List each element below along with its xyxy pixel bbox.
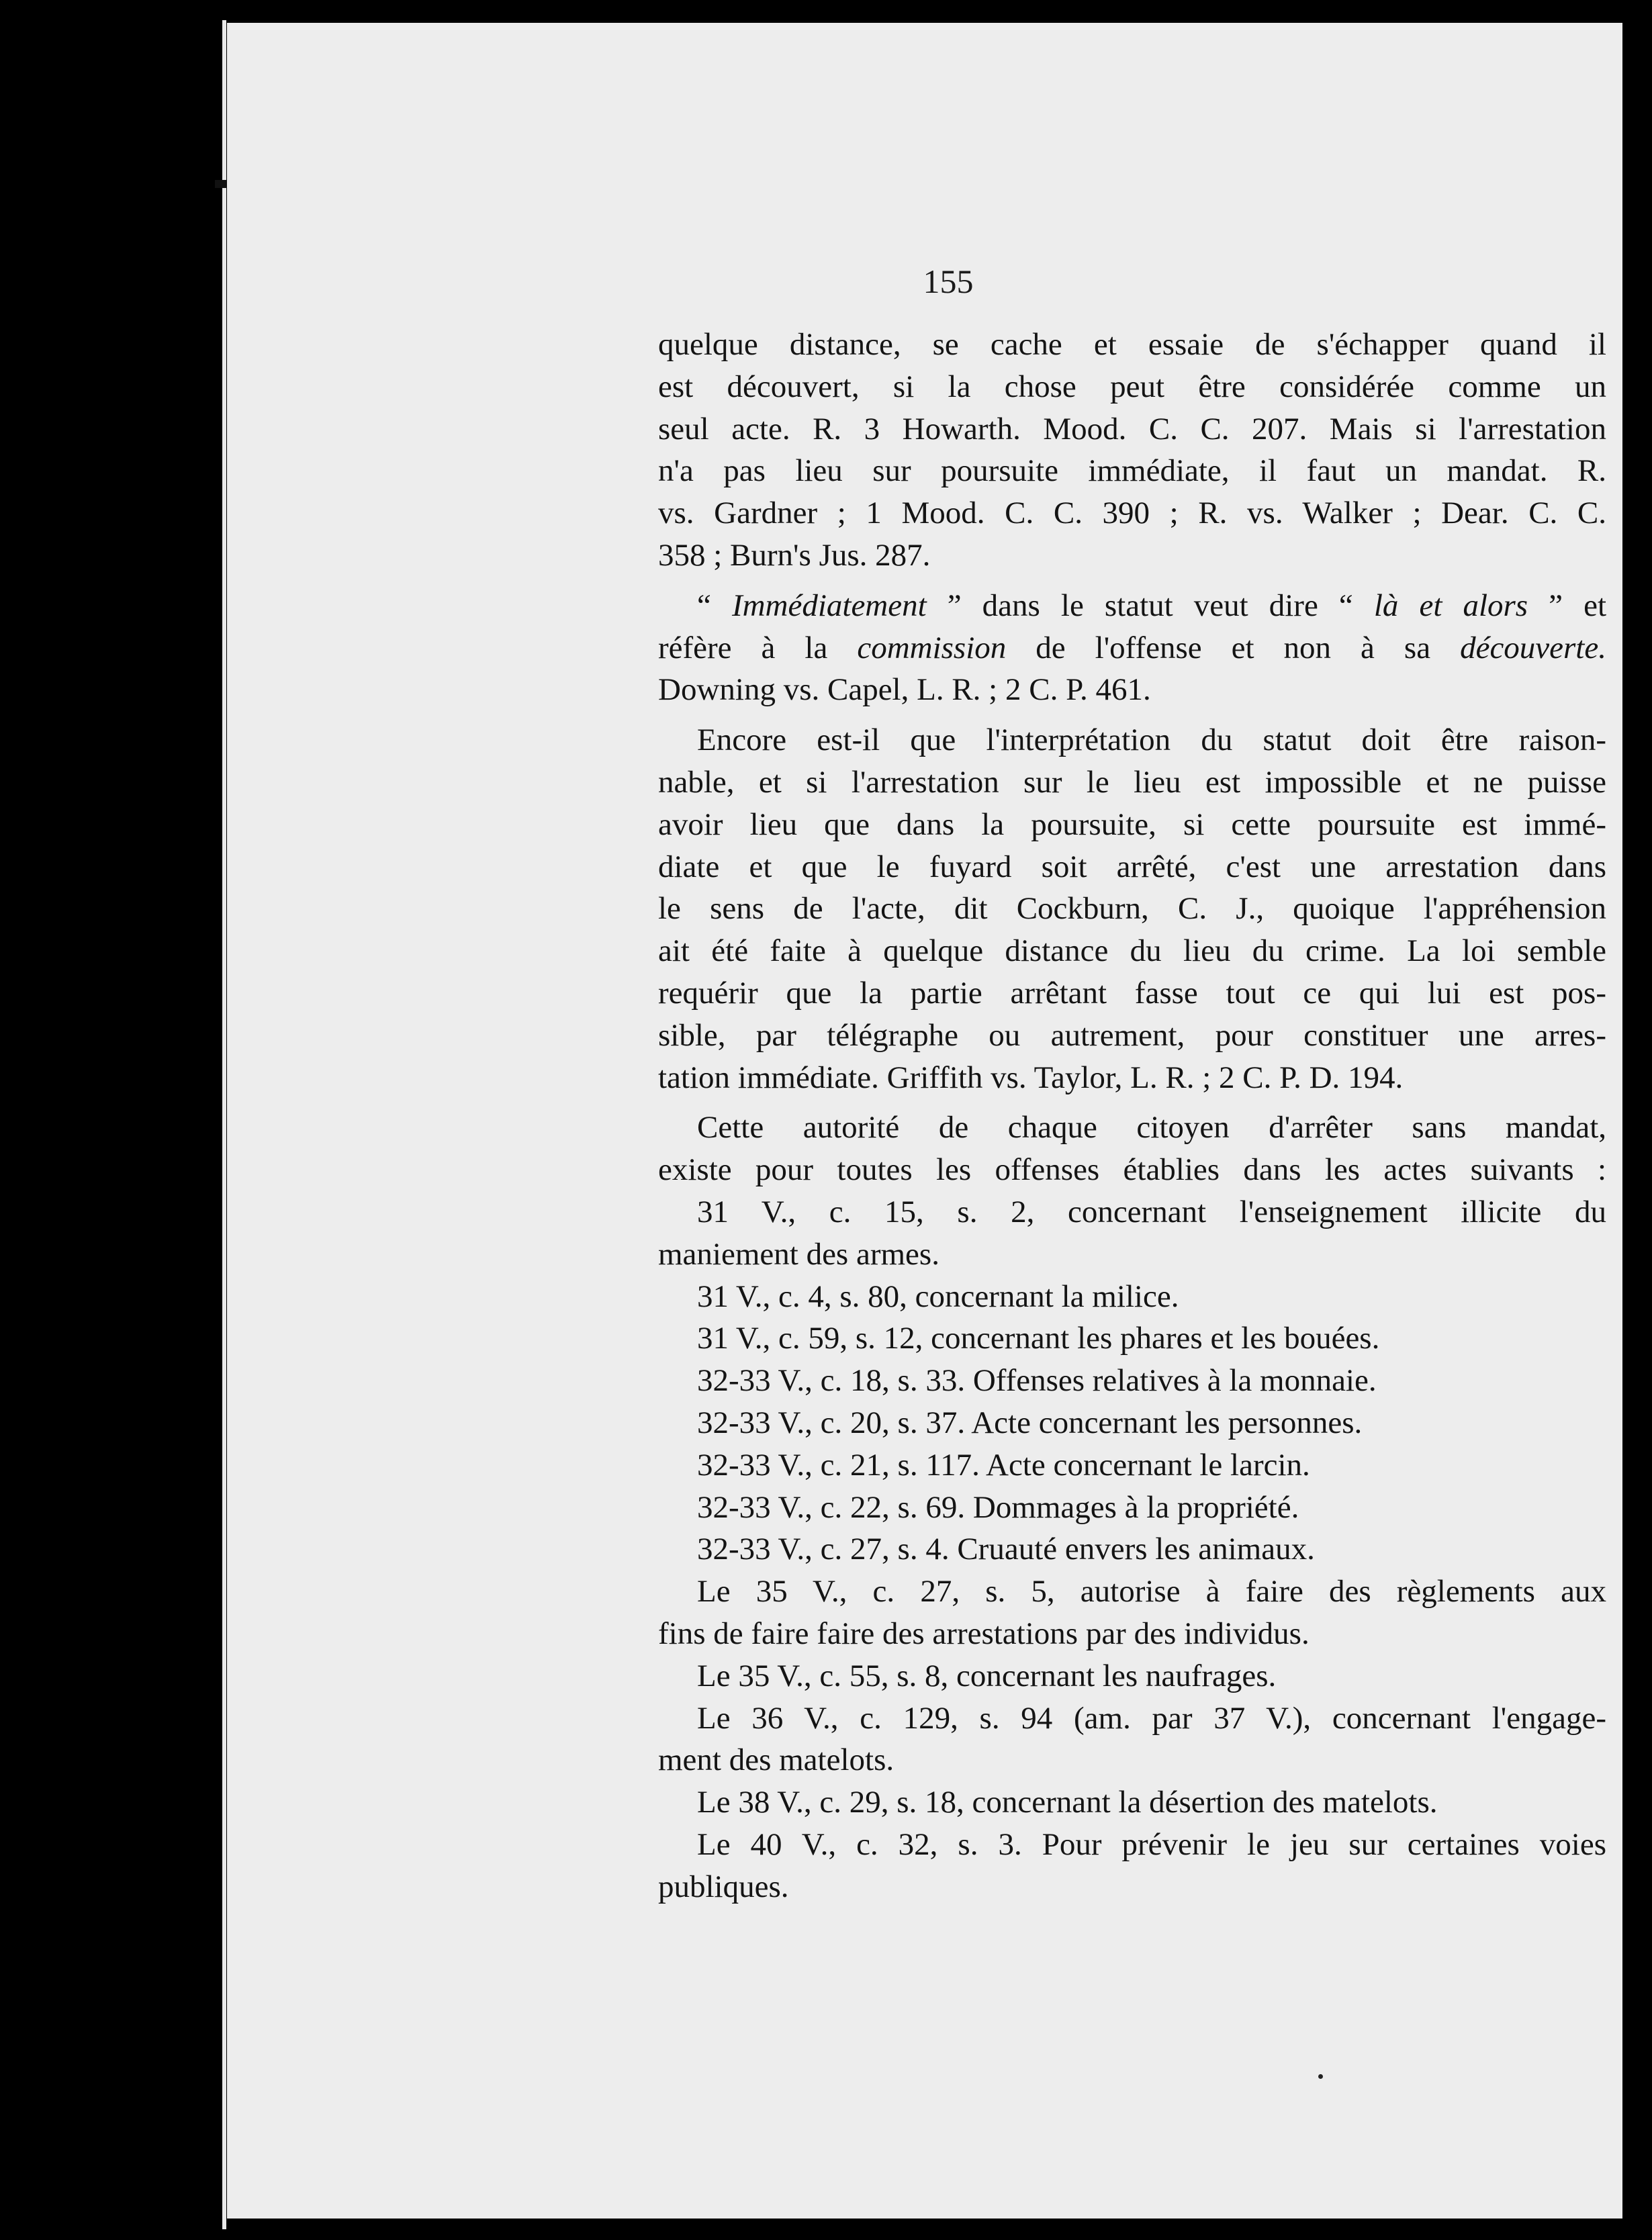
text-line: Le 35 V., c. 27, s. 5, autorise à faire des règlements aux bbox=[697, 1574, 1606, 1609]
text-line: Le 36 V., c. 129, s. 94 (am. par 37 V.), concernant l'engage- bbox=[697, 1700, 1606, 1736]
text-line: quelque distance, se cache et essaie de s'échapper quand il bbox=[658, 327, 1606, 362]
text-line: maniement des armes. bbox=[658, 1236, 939, 1272]
text-line: Le 40 V., c. 32, s. 3. Pour prévenir le jeu sur certaines voies bbox=[697, 1826, 1606, 1862]
page-number: 155 bbox=[923, 263, 974, 300]
text-line: 31 V., c. 15, s. 2, concernant l'enseignement illicite du bbox=[697, 1194, 1606, 1229]
text-line: existe pour toutes les offenses établies dans les actes suivants : bbox=[658, 1152, 1606, 1188]
text-line: 32-33 V., c. 27, s. 4. Cruauté envers les animaux. bbox=[697, 1532, 1315, 1567]
text-line: le sens de l'acte, dit Cockburn, C. J., quoique l'appréhension bbox=[658, 891, 1606, 927]
text-line: Le 38 V., c. 29, s. 18, concernant la désertion des matelots. bbox=[697, 1785, 1438, 1820]
text-line: est découvert, si la chose peut être considérée comme un bbox=[658, 369, 1606, 404]
text-line: ait été faite à quelque distance du lieu du crime. La loi semble bbox=[658, 933, 1606, 969]
text-line: 32-33 V., c. 18, s. 33. Offenses relatives à la monnaie. bbox=[697, 1363, 1377, 1399]
text-line: 32-33 V., c. 20, s. 37. Acte concernant les personnes. bbox=[697, 1405, 1363, 1440]
gutter-line bbox=[222, 20, 226, 2229]
text-line: Encore est-il que l'interprétation du statut doit être raison- bbox=[697, 722, 1606, 758]
paragraph-gap bbox=[658, 711, 1606, 719]
text-line: réfère à la commission de l'offense et non à sa découverte. bbox=[658, 630, 1606, 665]
scan-speck bbox=[1318, 2074, 1323, 2079]
paragraph-gap bbox=[658, 1099, 1606, 1107]
text-line: 31 V., c. 4, s. 80, concernant la milice. bbox=[697, 1278, 1179, 1314]
text-line: Le 35 V., c. 55, s. 8, concernant les naufrages. bbox=[697, 1658, 1277, 1693]
text-line: Cette autorité de chaque citoyen d'arrêter sans mandat, bbox=[697, 1110, 1606, 1146]
text-line: Downing vs. Capel, L. R. ; 2 C. P. 461. bbox=[658, 672, 1151, 708]
text-line: n'a pas lieu sur poursuite immédiate, il faut un mandat. R. bbox=[658, 453, 1606, 489]
text-line: requérir que la partie arrêtant fasse tout ce qui lui est pos- bbox=[658, 975, 1606, 1011]
text-line: seul acte. R. 3 Howarth. Mood. C. C. 207. Mais si l'arrestation bbox=[658, 411, 1606, 447]
book-page bbox=[227, 23, 1622, 2219]
text-line: tation immédiate. Griffith vs. Taylor, L. R. ; 2 C. P. D. 194. bbox=[658, 1060, 1404, 1095]
text-line: 358 ; Burn's Jus. 287. bbox=[658, 537, 931, 573]
text-line: nable, et si l'arrestation sur le lieu est impossible et ne puisse bbox=[658, 764, 1606, 800]
text-line: publiques. bbox=[658, 1869, 789, 1904]
text-line: 32-33 V., c. 22, s. 69. Dommages à la propriété. bbox=[697, 1489, 1299, 1525]
text-line: diate et que le fuyard soit arrêté, c'est une arrestation dans bbox=[658, 849, 1606, 884]
text-line: 31 V., c. 59, s. 12, concernant les phares et les bouées. bbox=[697, 1321, 1380, 1356]
text-line: fins de faire faire des arrestations par des individus. bbox=[658, 1616, 1310, 1651]
facing-page-edge bbox=[0, 0, 227, 2240]
text-line: 32-33 V., c. 21, s. 117. Acte concernant le larcin. bbox=[697, 1447, 1310, 1483]
text-line: sible, par télégraphe ou autrement, pour constituer une arres- bbox=[658, 1017, 1606, 1053]
text-line: vs. Gardner ; 1 Mood. C. C. 390 ; R. vs. Walker ; Dear. C. C. bbox=[658, 496, 1606, 531]
body-text bbox=[658, 324, 1606, 1908]
paragraph-gap bbox=[658, 577, 1606, 585]
text-line: ment des matelots. bbox=[658, 1742, 894, 1778]
text-line: avoir lieu que dans la poursuite, si cette poursuite est immé- bbox=[658, 806, 1606, 842]
text-line: “ Immédiatement ” dans le statut veut dire “ là et alors ” et bbox=[697, 588, 1607, 623]
